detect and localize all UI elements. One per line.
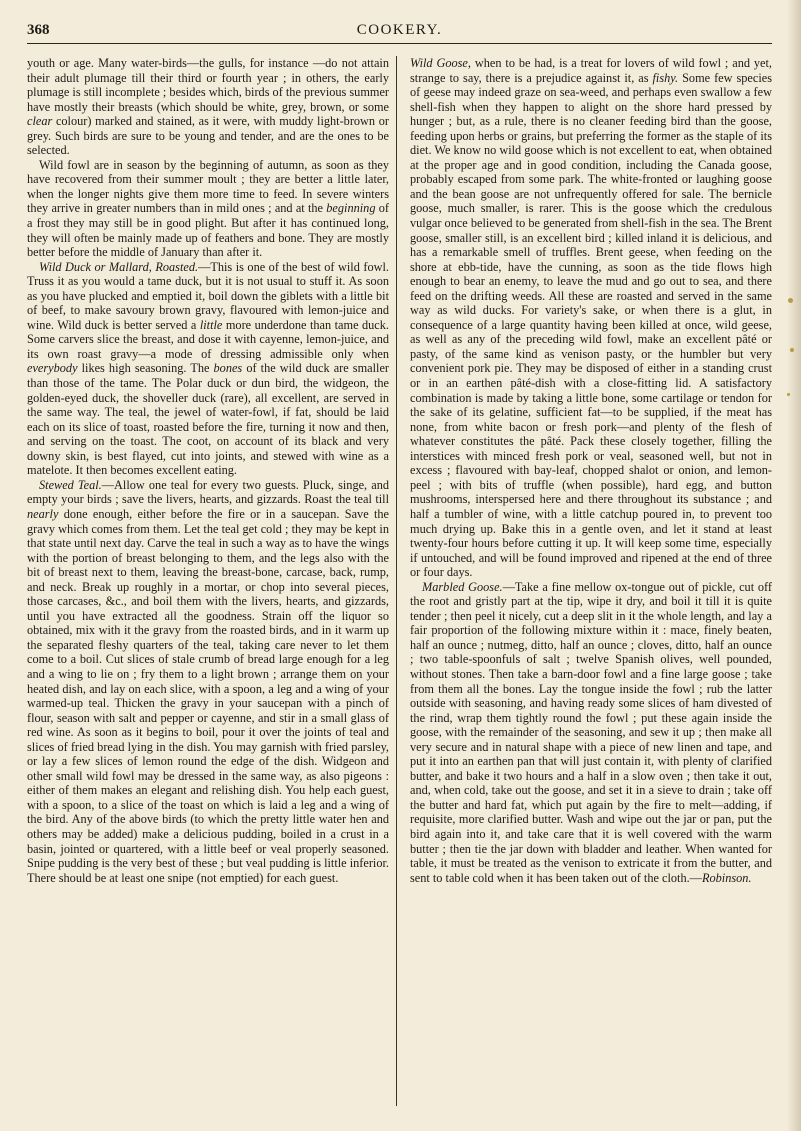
paragraph-season: Wild fowl are in season by the beginning of autumn, as soon as they have recovered from their summer moult ; they are better a little later, when the longer nights give them more time to feed. In severe winters they arrive in greater numbers than in mild ones ; and at the beginning of a frost they may still be in good plight. But after it has continued long, they will often be mainly made up of feathers and bone. They are mostly better before the middle of January than after it. — [27, 157, 389, 260]
recipe-marbled-goose: Marbled Goose.—Take a fine mellow ox-tongue out of pickle, cut off the root and gristly part at the tip, wipe it dry, and boil it till it is quite tender ; then peel it nicely, cut a deep slit in it the whole length, and lay a fair proportion of the following mixture within it : mace, finely beaten, half an ounce ; nutmeg, ditto, half an ounce ; cloves, ditto, half an ounce ; two table-spoonfuls of salt ; twelve Spanish olives, well pounded, without stones. Then take a barn-door fowl and a fine large goose ; take from them all the bones. Lay the tongue inside the fowl ; rub the latter outside with seasoning, and having ready some slices of ham divested of the rind, wrap them tightly round the fowl ; put these again inside the goose, with the remainder of the seasoning, and sew it up ; then make all very secure and in natural shape with a piece of new linen and tape, and put it into an earthen pan that will just contain it, with plenty of clarified butter, and bake it two hours and a half in a slow oven ; then take it out, and, when cold, take out the goose, and set it in a sieve to drain ; take off the butter and hard fat, which put again by the fire to melt—adding, if requisite, more clarified butter. Wash and wipe out the jar or pan, put the bird again into it, and take care that it is well covered with the warm butter ; then tie the jar down with bladder and leather. When wanted for table, it must be treated as the venison to extricate it from the butter, and sent to table cold when it has been taken out of the cloth.—Robinson. — [410, 579, 773, 885]
paper-stain — [790, 348, 794, 352]
running-head: COOKERY. — [356, 22, 443, 38]
page-number: 368 — [27, 22, 50, 38]
recipe-author: Robinson. — [701, 870, 752, 885]
recipe-stewed-teal: Stewed Teal.—Allow one teal for every two guests. Pluck, singe, and empty your birds ; save the livers, hearts, and gizzards. Roast the teal till nearly done enough, either before the fire or in a saucepan. Save the gravy which comes from them. Let the teal get cold ; they may be kept in that state until next day. Carve the teal in such a way as to have the wings with the portion of breast belonging to them, and the legs also with the bit of breast next to them, leaving the breast-bone, carcase, back, rump, and neck. Break up roughly in a mortar, or chop into several pieces, those carcases, &c., and boil them with the livers, hearts, and gizzards, until you have extracted all the goodness. Strain off the liquor so obtained, mix with it the gravy from the roasted birds, and in it warm up the separated fleshy quarters of the teal, taking care never to let them come to a boil. Cut slices of stale crumb of bread large enough for a leg and a wing to lie on ; fry them to a light brown ; arrange them on your heated dish, and lay on each slice, with a spoon, a leg and a wing of your warmed-up teal. Thicken the gravy in your saucepan with a pinch of flour, season with salt and pepper or cayenne, and stir in a small glass of red wine. As soon as it begins to boil, pour it over the joints of teal and slices of fried bread lying in the dish. You may garnish with fried parsley, or lay a few slices of lemon round the edge of the dish. Widgeon and other small wild fowl may be dressed in the same way, as also pigeons : either of them makes an elegant and relishing dish. You help each guest, with a spoon, to a slice of the toast on which is laid a leg and a wing of the bird. Any of the above birds (to which the pretty little water hen and others may be added) make a delicious pudding, boiled in a crust in a basin, jointed or quartered, with a little beef or veal properly seasoned. Snipe pudding is the very best of these ; but veal pudding is little inferior. There should be at least one snipe (not emptied) for each guest. — [27, 477, 389, 885]
right-column — [410, 56, 772, 885]
header-rule — [27, 43, 772, 44]
recipe-heading: Marbled Goose. — [422, 579, 503, 594]
recipe-heading: Stewed Teal. — [39, 477, 102, 492]
page-edge-shadow — [787, 0, 801, 1131]
paragraph-plumage: youth or age. Many water-birds—the gulls, for instance —do not attain their adult plumage till their third or fourth year ; in others, the early plumage is still incomplete ; besides which, birds of the previous summer have mostly their breasts (which should be white, grey, brown, or some clear colour) marked and stained, as it were, with muddy light-brown or grey. Such birds are sure to be young and tender, and are the ones to be selected. — [27, 56, 390, 158]
paper-stain — [788, 298, 793, 303]
left-column — [27, 56, 389, 885]
paper-stain — [787, 393, 790, 396]
column-divider — [396, 56, 397, 1106]
recipe-heading: Wild Goose, — [410, 56, 471, 70]
recipe-wild-duck: Wild Duck or Mallard, Roasted.—This is one of the best of wild fowl. Truss it as you would a tame duck, but it is not usual to stuff it. As soon as you have plucked and emptied it, boil down the giblets with a little bit of beef, to make savoury brown gravy, flavoured with lemon-juice and wine. Wild duck is better served a little more underdone than tame duck. Some carvers slice the breast, and dose it with cayenne, lemon-juice, and its own roast gravy—a mode of dressing admissible only when everybody likes high seasoning. The bones of the wild duck are smaller than those of the tame. The Polar duck or dun bird, the widgeon, the golden-eyed duck, the shoveller duck (rare), all excellent, are served in the same way. The teal, the jewel of water-fowl, if fat, should be laid each on its slice of toast, roasted before the fire, turning it now and then, and serving on the toast. The coot, on account of its black and very downy skin, is best flayed, cut into joints, and stewed with wine as a matelote. It then becomes excellent eating. — [27, 259, 389, 478]
page-header — [27, 16, 772, 52]
recipe-heading: Wild Duck or Mallard, Roasted. — [39, 259, 199, 274]
recipe-wild-goose: Wild Goose, when to be had, is a treat for lovers of wild fowl ; and yet, strange to say, there is a prejudice against it, as fishy. Some few species of geese may indeed graze on sea-weed, and perhaps even swallow a few shell-fish when they happen to alight on the shore hard pressed by hunger ; but, as a rule, there is no cleaner feeding bird than the goose, feeding upon herbs or grains, but preferring the former as the staple of its diet. We know no wild goose which is not excellent to eat, when obtained at the proper age and in good condition, including the Canada goose, probably escaped from some park. The white-fronted or laughing goose and the bean goose are not unfrequently offered for sale. The bernicle goose, much smaller, is rarer. This is the goose which the credulous vulgar once believed to be generated from shell-fish in the sea. The Brent goose, smaller still, is an excellent bird ; killed inland it is delicious, and has a remarkable smell of truffles. Brent geese, when feeding on the shore at ebb-tide, have the cunning, as soon as the tide flows high enough to bear an enemy, to leave the mud and go out to sea, and there feed on the drifting weeds. All these are roasted and served in the same way as wild ducks. For variety's sake, or when there is a glut, in consequence of a large quantity having been killed at once, wild geese, as well as any of the preceding wild fowl, make an excellent pâté or pasty, of the same kind as venison pasty, or the humbler but very convenient pork pie. They may be disposed of either in a standing crust or in an earthen pâté-dish with a close-fitting lid. A satisfactory combination is made by taking a little bone, some cartilage or tendon for the sake of its gelatine, sufficient fat—to be supplied, if the meat has none, from white bacon or fresh pork—and plenty of the flesh of whatever constitutes the pâté. Pack these closely together, filling the interstices with minced fresh pork or veal, seasoned well, but not in excess ; flavoured with bay-leaf, chopped shalot or onion, and lemon-peel ; with bits of truffle (when possible), hard egg, and button mushrooms, interspersed here and there throughout its substance ; and half a tumbler of wine, with a little catchup poured in, to prevent too much drying up. Bake this in a gentle oven, and let it stand at least twenty-four hours before cutting it up. It will keep some time, especially if untouched, and will be found improved and ripened at the end of three or four days. — [410, 56, 772, 580]
